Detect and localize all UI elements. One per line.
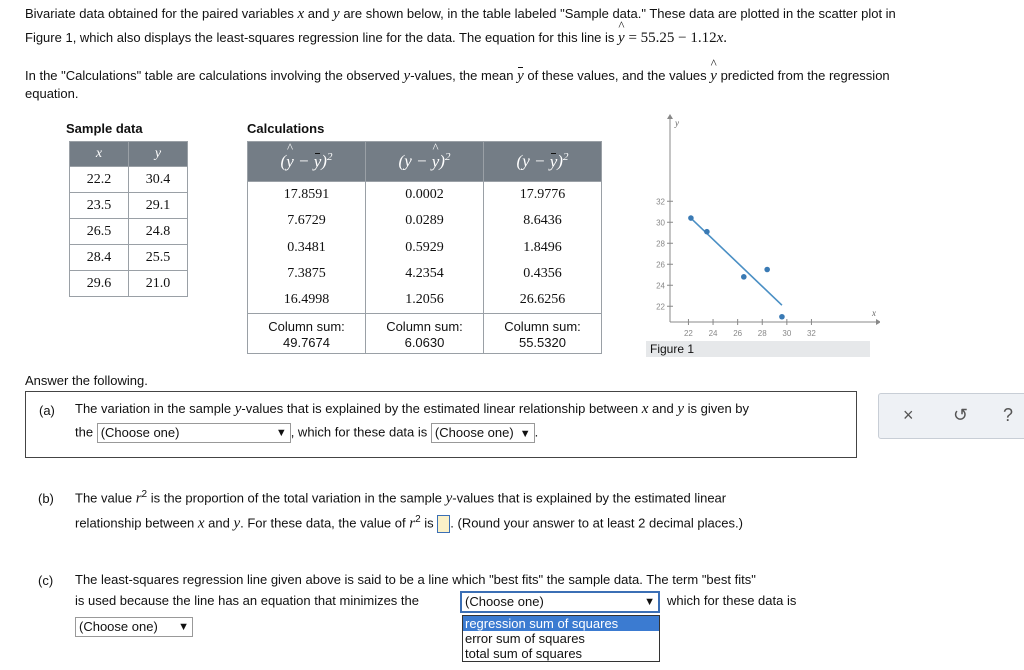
table-cell: 1.8496 (483, 235, 601, 261)
x-axis-arrow (876, 319, 880, 325)
table-cell: 7.6729 (248, 208, 366, 235)
header-explained: (^ y − y)$^2$ (248, 142, 366, 182)
data-point (741, 274, 747, 280)
sample-data-table (69, 141, 188, 297)
exponent: 2 (444, 151, 451, 164)
table-cell: 17.8591 (248, 182, 366, 208)
data-point (779, 314, 785, 320)
part-c-text-3: which for these data is (667, 593, 797, 608)
table-cell: 0.4356 (483, 261, 601, 288)
part-a-text: The variation in the sample y-values that is explained by the estimated linear relationship between x and y is given by (75, 401, 750, 417)
table-cell: 17.9776 (483, 182, 601, 208)
table-cell: 0.0002 (366, 182, 484, 208)
table-cell: 0.0289 (366, 208, 484, 235)
var-y: ^ y (432, 152, 440, 172)
part-b-label: (b) (38, 491, 54, 506)
x-axis-label: x (872, 308, 876, 318)
table-cell: 26.5 (70, 219, 129, 245)
dropdown-option[interactable]: regression sum of squares (463, 616, 659, 631)
intro-text: Bivariate data obtained for the paired variables x and y are shown below, in the table labeled "Sample data." These data are plotted in the scatter plot in (25, 6, 896, 22)
table-cell: 29.6 (70, 271, 129, 297)
var-y: y (404, 151, 412, 171)
close-icon[interactable]: × (903, 405, 914, 425)
calculations-table (247, 141, 602, 354)
exponent: 2 (326, 151, 333, 164)
table-cell: 23.5 (70, 193, 129, 219)
data-point (704, 229, 710, 235)
x-tick-label: 32 (806, 329, 816, 338)
data-point (688, 215, 694, 221)
column-sum (483, 314, 601, 354)
y-tick-label: 28 (656, 239, 665, 249)
y-tick-label: 32 (656, 197, 665, 207)
y-tick-label: 22 (656, 302, 665, 312)
y-axis-label: y (675, 118, 679, 128)
header-total: $(y - y)^2$ (483, 142, 601, 182)
part-a-label: (a) (39, 403, 55, 418)
column-sum (248, 314, 366, 354)
part-b-text-2: relationship between x and y. For these data, the value of $r^2$ is . (Round your answer to at least 2 decimal places.) (75, 514, 743, 532)
part-c-select-1[interactable]: (Choose one) ▼ (461, 592, 659, 612)
table-cell: 8.6436 (483, 208, 601, 235)
var-y: ^ y (286, 152, 294, 172)
header-y: y (129, 142, 188, 167)
table-cell: 28.4 (70, 245, 129, 271)
var-y: y (313, 151, 322, 171)
table-cell: 0.3481 (248, 235, 366, 261)
x-tick-label: 26 (733, 329, 743, 338)
table-cell: 21.0 (129, 271, 188, 297)
dropdown-option[interactable]: error sum of squares (465, 631, 585, 646)
intro-text-4: equation. (25, 86, 79, 101)
part-a-select-1[interactable]: (Choose one) ▼ (97, 423, 291, 443)
r-squared-input[interactable] (437, 515, 450, 533)
part-c-text: The least-squares regression line given above is said to be a line which "best fits" the sample data. The term "best fits" (75, 572, 756, 587)
column-sum-label: Column sum: (268, 319, 345, 334)
part-c-dropdown-menu (462, 615, 660, 662)
var-y: y (522, 151, 530, 171)
table-cell: 4.2354 (366, 261, 484, 288)
table-cell: 25.5 (129, 245, 188, 271)
y-tick-label: 26 (656, 260, 665, 270)
var-y: y (549, 151, 558, 171)
column-sum-label: Column sum: (386, 319, 463, 334)
part-c-label: (c) (38, 573, 54, 588)
table-cell: 0.5929 (366, 235, 484, 261)
part-c-select-2[interactable]: (Choose one) ▼ (75, 617, 193, 637)
table-cell: 16.4998 (248, 288, 366, 314)
part-c-text-2: is used because the line has an equation that minimizes the (75, 593, 419, 608)
intro-text-2: Figure 1, which also displays the least-squares regression line for the data. The equation for this line is ^ y = 55.25 − 1.12x. (25, 28, 1015, 48)
help-icon[interactable]: ? (1003, 405, 1014, 425)
column-sum-value: 6.0630 (404, 335, 445, 350)
part-a-text-2: the (Choose one) ▼ , which for these data is (Choose one) ▼ . (75, 423, 855, 443)
answer-toolbar (878, 393, 1024, 439)
column-sum (366, 314, 484, 354)
header-x: x (70, 142, 129, 167)
y-axis-arrow (667, 114, 673, 119)
dropdown-option[interactable]: total sum of squares (465, 646, 583, 661)
sample-data-title: Sample data (66, 121, 143, 136)
table-cell: 24.8 (129, 219, 188, 245)
x-tick-label: 24 (708, 329, 718, 338)
table-cell: 7.3875 (248, 261, 366, 288)
x-tick-label: 22 (683, 329, 693, 338)
calculations-title: Calculations (247, 121, 325, 136)
table-cell: 29.1 (129, 193, 188, 219)
table-cell: 22.2 (70, 167, 129, 193)
undo-icon[interactable]: ↺ (953, 405, 969, 425)
y-tick-label: 30 (656, 218, 665, 228)
x-tick-label: 28 (757, 329, 767, 338)
intro-text-3: In the "Calculations" table are calculations involving the observed y-values, the mean y of these values, and the values ^ y predicted from the regression (25, 66, 1015, 86)
column-sum-label: Column sum: (504, 319, 581, 334)
part-a-panel (25, 391, 857, 458)
table-cell: 26.6256 (483, 288, 601, 314)
table-cell: 1.2056 (366, 288, 484, 314)
header-error: (y − ^ y)$^2$ (366, 142, 484, 182)
y-tick-label: 24 (656, 281, 665, 291)
exponent: 2 (562, 151, 569, 164)
part-b-text: The value $r^2$ is the proportion of the total variation in the sample y-values that is explained by the estimated linear (75, 489, 727, 507)
scatter-plot (640, 112, 880, 344)
part-a-select-2[interactable]: (Choose one) ▼ (431, 423, 535, 443)
figure-label: Figure 1 (646, 341, 870, 357)
data-point (764, 267, 770, 273)
answer-label: Answer the following. (25, 373, 148, 388)
x-tick-label: 30 (782, 329, 792, 338)
column-sum-value: 49.7674 (283, 335, 330, 350)
table-cell: 30.4 (129, 167, 188, 193)
column-sum-value: 55.5320 (518, 335, 566, 350)
